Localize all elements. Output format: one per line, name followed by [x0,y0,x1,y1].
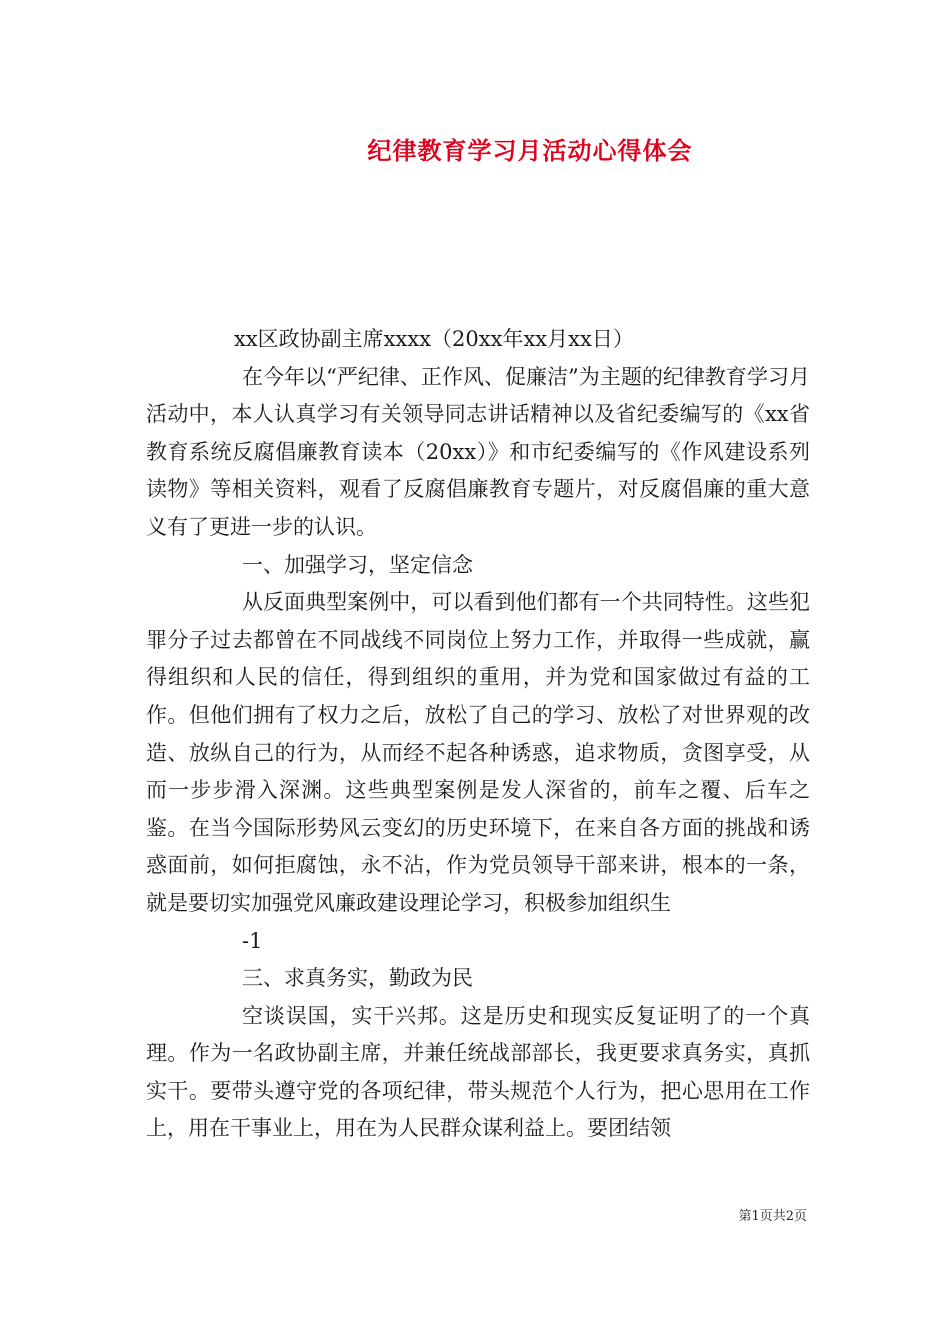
page-break-marker: -1 [242,928,263,953]
document-title: 纪律教育学习月活动心得体会 [367,136,693,165]
document-body [146,321,810,1148]
paragraph-intro: 在今年以“严纪律、正作风、促廉洁”为主题的纪律教育学习月活动中，本人认真学习有关领导同志讲话精神以及省纪委编写的《xx省教育系统反腐倡廉教育读本（20xx）》和市纪委编写的《作风建设系列读物》等相关资料，观看了反腐倡廉教育专题片，对反腐倡廉的重大意义有了更进一步的认识。 [146,364,810,539]
section-heading-1: 一、加强学习，坚定信念 [242,552,473,577]
page-footer: 第1页共2页 [738,1209,807,1224]
byline: xx区政协副主席xxxx（20xx年xx月xx日） [234,327,634,351]
section-heading-3: 三、求真务实，勤政为民 [242,966,473,991]
paragraph-section-1: 从反面典型案例中，可以看到他们都有一个共同特性。这些犯罪分子过去都曾在不同战线不同岗位上努力工作，并取得一些成就，赢得组织和人民的信任，得到组织的重用，并为党和国家做过有益的工作。但他们拥有了权力之后，放松了自己的学习、放松了对世界观的改造、放纵自己的行为，从而经不起各种诱惑，追求物质，贪图享受，从而一步步滑入深渊。这些典型案例是发人深省的，前车之覆、后车之鉴。在当今国际形势风云变幻的历史环境下，在来自各方面的挑战和诱惑面前，如何拒腐蚀，永不沾，作为党员领导干部来讲，根本的一条，就是要切实加强党风廉政建设理论学习，积极参加组织生 [146,590,810,915]
paragraph-section-3: 空谈误国，实干兴邦。这是历史和现实反复证明了的一个真理。作为一名政协副主席，并兼任统战部部长，我更要求真务实，真抓实干。要带头遵守党的各项纪律，带头规范个人行为，把心思用在工作上，用在干事业上，用在为人民群众谋利益上。要团结领 [146,1003,810,1141]
